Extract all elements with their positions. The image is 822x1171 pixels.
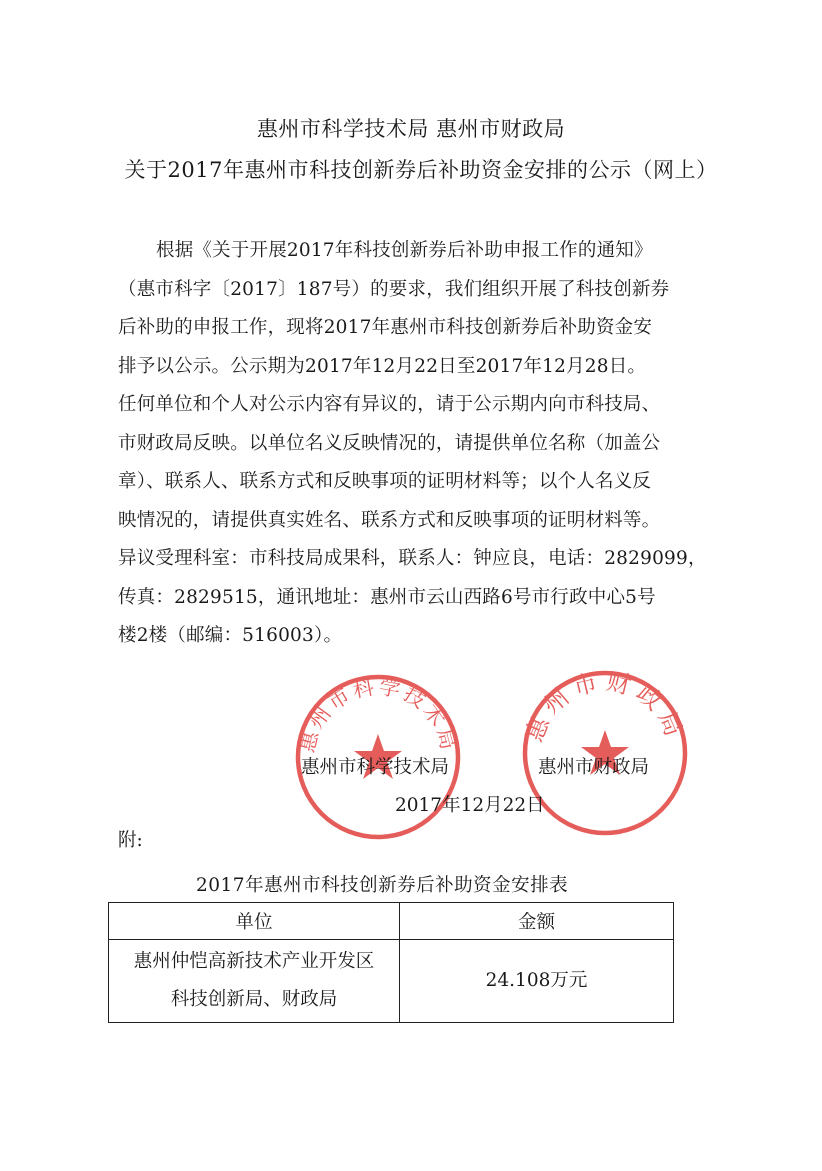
unit-line: 科技创新局、财政局 (170, 989, 338, 1010)
body-line: 任何单位和个人对公示内容有异议的，请于公示期内向市科技局、 (118, 394, 661, 415)
header-unit: 单位 (109, 903, 400, 940)
body-line: 传真：2829515，通讯地址：惠州市云山西路6号市行政中心5号 (118, 586, 656, 608)
table-title: 2017年惠州市科技创新券后补助资金安排表 (196, 875, 569, 896)
notice-title: 关于2017年惠州市科技创新券后补助资金安排的公示（网上） (124, 158, 718, 182)
unit-cell (109, 940, 400, 1023)
body-line: 排予以公示。公示期为2017年12月22日至2017年12月28日。 (118, 355, 647, 377)
body-line: 映情况的，请提供真实姓名、联系方式和反映事项的证明材料等。 (118, 509, 661, 531)
body-line: 章）、联系人、联系方式和反映事项的证明材料等；以个人名义反 (118, 471, 652, 492)
body-line: （惠市科字〔2017〕187号）的要求，我们组织开展了科技创新券 (118, 278, 670, 300)
signature-date: 2017年12月22日 (395, 795, 545, 816)
issuers-line: 惠州市科学技术局 惠州市财政局 (256, 117, 566, 141)
unit-line: 惠州仲恺高新技术产业开发区 (133, 951, 375, 972)
attachment-label: 附: (118, 830, 143, 851)
body-line: 异议受理科室：市科技局成果科，联系人：钟应良，电话：2829099， (118, 548, 707, 569)
seal1-text: 惠州市科学技术局 (294, 674, 462, 755)
table-header-row (109, 903, 674, 940)
notice-body (118, 232, 730, 656)
body-line: 后补助的申报工作，现将2017年惠州市科技创新券后补助资金安 (118, 317, 653, 338)
signature-org1: 惠州市科学技术局 (301, 757, 450, 778)
amount-cell: 24.108万元 (400, 940, 674, 1023)
seal2-text: 惠州市财政局 (519, 667, 691, 746)
table-row (109, 940, 674, 1023)
body-line: 楼2楼（邮编：516003）。 (118, 625, 343, 646)
allocation-table (108, 902, 674, 1023)
body-line: 市财政局反映。以单位名义反映情况的，请提供单位名称（加盖公 (118, 432, 661, 454)
signature-org2: 惠州市财政局 (538, 757, 650, 778)
header-amount: 金额 (400, 903, 674, 940)
body-line: 根据《关于开展2017年科技创新券后补助申报工作的通知》 (156, 240, 653, 261)
